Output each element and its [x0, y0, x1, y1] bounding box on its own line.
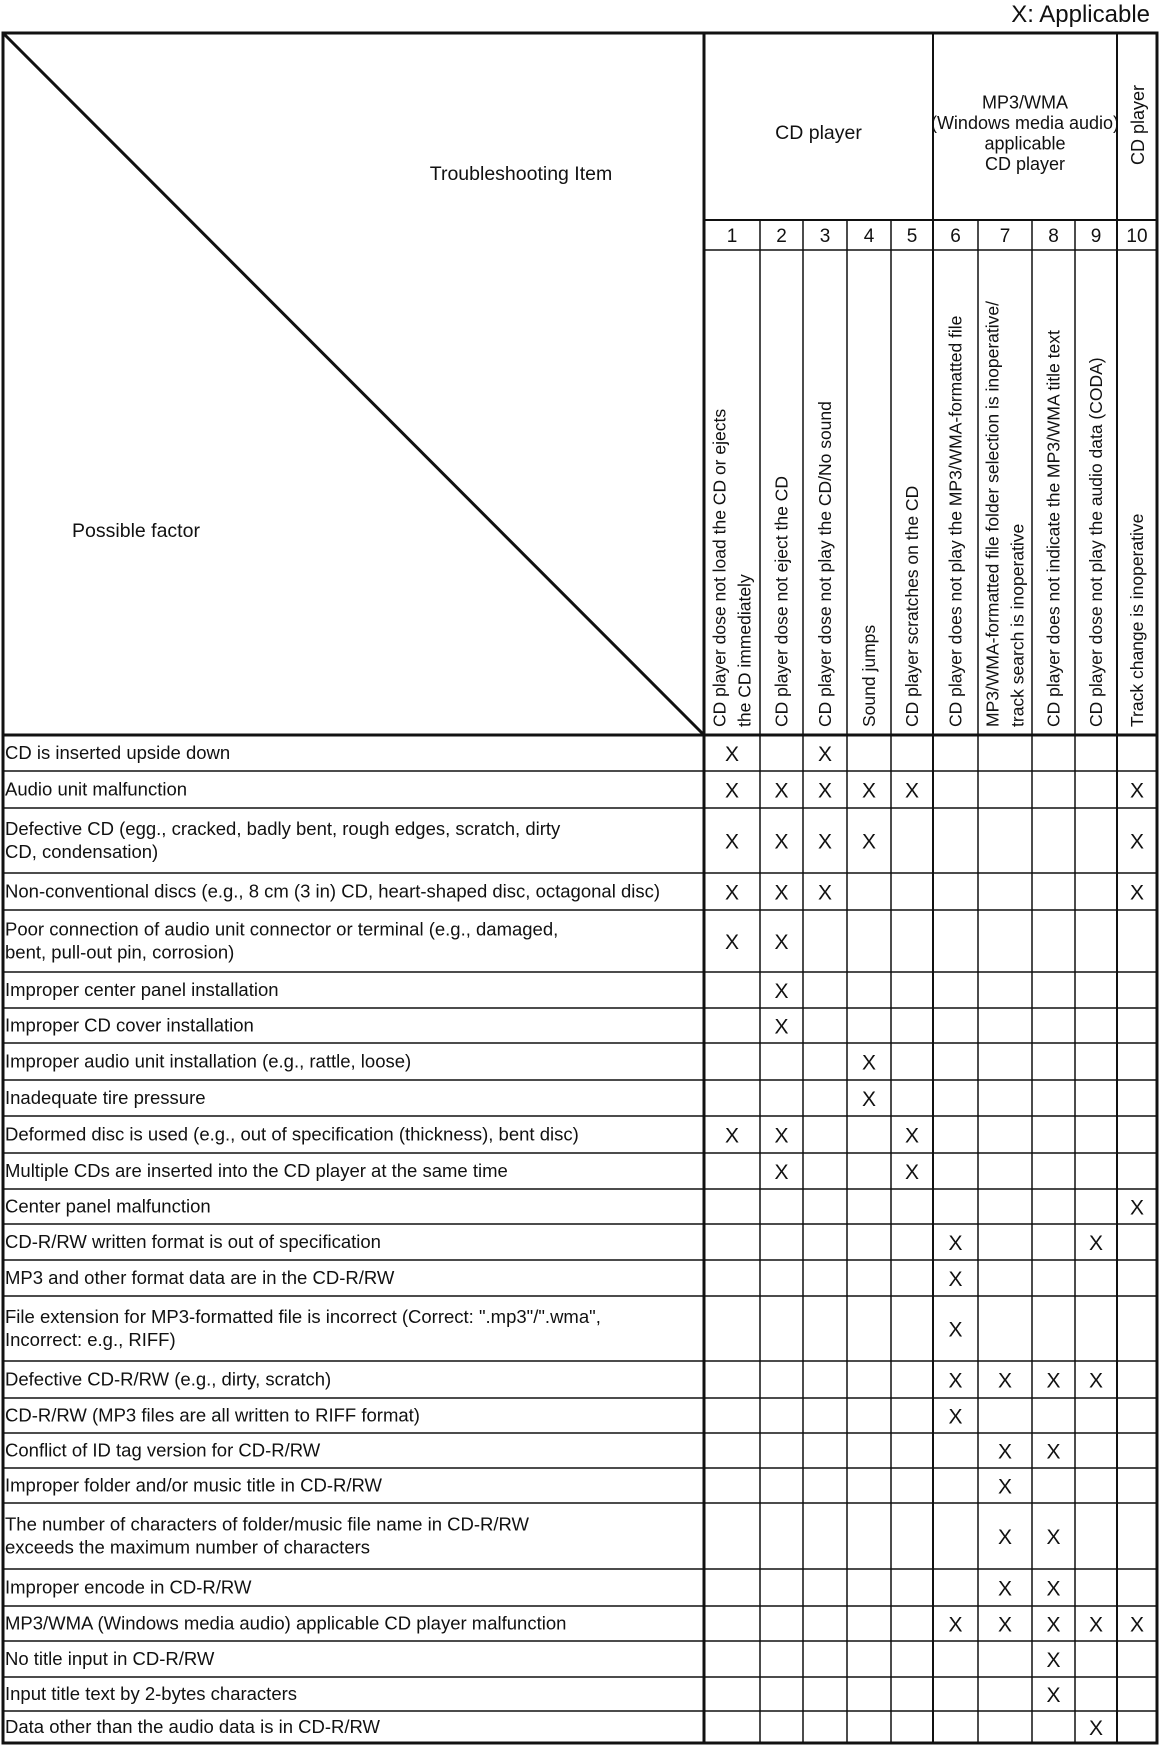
factor-label: Improper CD cover installation: [5, 1014, 254, 1036]
column-description: CD player dose not load the CD or ejects: [709, 408, 730, 727]
header-diagonal: [3, 33, 704, 735]
applicable-mark: X: [948, 1613, 963, 1637]
factor-label: CD-R/RW written format is out of specification: [5, 1231, 381, 1252]
applicable-mark: X: [1129, 1196, 1145, 1220]
applicable-mark: X: [948, 1405, 963, 1429]
factor-label: MP3 and other format data are in the CD-R/RW: [5, 1267, 395, 1288]
factor-label: Incorrect: e.g., RIFF): [5, 1329, 176, 1350]
applicable-mark: X: [997, 1613, 1013, 1637]
applicable-mark: X: [1129, 881, 1145, 905]
factor-label: Data other than the audio data is in CD-R/RW: [5, 1716, 380, 1737]
group-label: applicable: [984, 133, 1066, 154]
factor-label: Multiple CDs are inserted into the CD player at the same time: [5, 1160, 508, 1181]
applicable-mark: X: [774, 1015, 789, 1039]
applicable-mark: X: [1046, 1577, 1061, 1601]
factor-label: Audio unit malfunction: [5, 778, 188, 800]
factor-label: exceeds the maximum number of characters: [5, 1536, 371, 1558]
applicable-mark: X: [774, 1124, 789, 1148]
factor-label: Defective CD (egg., cracked, badly bent, rough edges, scratch, dirty: [5, 818, 561, 839]
applicable-mark: X: [774, 830, 789, 854]
group-label: CD player: [984, 153, 1066, 174]
factor-label: File extension for MP3-formatted file is incorrect (Correct: ".mp3"/".wma",: [5, 1306, 601, 1327]
applicable-mark: X: [817, 743, 833, 766]
factor-label: bent, pull-out pin, corrosion): [5, 941, 235, 963]
column-number: 5: [906, 226, 918, 247]
applicable-mark: X: [817, 779, 833, 803]
applicable-mark: X: [1088, 1232, 1104, 1255]
column-number: 10: [1126, 226, 1148, 247]
column-number: 9: [1090, 226, 1102, 247]
factor-label: Input title text by 2-bytes characters: [5, 1683, 298, 1704]
factor-label: Center panel malfunction: [5, 1195, 211, 1217]
column-description: Track change is inoperative: [1127, 513, 1147, 727]
applicable-mark: X: [1046, 1649, 1061, 1672]
applicable-mark: X: [861, 1088, 877, 1111]
applicable-mark: X: [904, 779, 920, 803]
applicable-mark: X: [817, 881, 833, 905]
column-description: CD player scratches on the CD: [902, 485, 922, 727]
factor-label: Conflict of ID tag version for CD-R/RW: [5, 1439, 321, 1461]
factor-label: Improper audio unit installation (e.g., rattle, loose): [5, 1050, 412, 1072]
column-number: 8: [1048, 226, 1059, 247]
applicable-mark: X: [1088, 1613, 1104, 1637]
applicable-mark: X: [997, 1369, 1013, 1393]
factor-label: CD-R/RW (MP3 files are all written to RIFF format): [5, 1404, 420, 1426]
applicable-mark: X: [1046, 1684, 1061, 1707]
group-label: CD player: [775, 122, 862, 144]
applicable-mark: X: [861, 779, 877, 803]
factor-label: Defective CD-R/RW (e.g., dirty, scratch): [5, 1368, 332, 1390]
applicable-mark: X: [997, 1440, 1013, 1464]
applicable-mark: X: [724, 743, 740, 766]
column-description: the CD immediately: [734, 574, 755, 727]
applicable-mark: X: [1129, 1613, 1145, 1637]
applicable-mark: X: [774, 980, 789, 1003]
column-description: CD player does not play the MP3/WMA-formatted file: [945, 315, 966, 727]
applicable-mark: X: [1129, 830, 1145, 854]
column-number: 3: [819, 226, 831, 247]
applicable-mark: X: [817, 830, 833, 854]
applicable-mark: X: [724, 881, 740, 905]
applicable-mark: X: [774, 881, 789, 905]
column-description: track search is inoperative: [1007, 523, 1028, 727]
factor-label: Improper center panel installation: [5, 979, 279, 1000]
factor-label: Inadequate tire pressure: [5, 1087, 206, 1108]
applicable-mark: X: [948, 1369, 963, 1393]
factor-label: The number of characters of folder/music file name in CD-R/RW: [5, 1513, 530, 1535]
applicable-mark: X: [724, 1124, 740, 1148]
troubleshooting-item-label: Troubleshooting Item: [429, 163, 613, 185]
column-number: 4: [863, 226, 875, 247]
applicable-mark: X: [1046, 1369, 1061, 1393]
factor-label: No title input in CD-R/RW: [5, 1648, 215, 1669]
applicable-mark: X: [948, 1232, 963, 1255]
applicable-mark: X: [948, 1318, 963, 1342]
column-number: 6: [950, 226, 961, 247]
applicable-mark: X: [724, 830, 740, 854]
applicable-mark: X: [861, 1051, 877, 1075]
applicable-mark: X: [1046, 1440, 1061, 1464]
applicable-mark: X: [1088, 1369, 1104, 1393]
factor-label: Improper encode in CD-R/RW: [5, 1576, 252, 1598]
applicable-mark: X: [774, 1161, 789, 1184]
factor-label: Non-conventional discs (e.g., 8 cm (3 in) CD, heart-shaped disc, octagonal disc): [5, 880, 660, 902]
applicable-mark: X: [861, 830, 877, 854]
applicable-mark: X: [1046, 1613, 1061, 1637]
group-label: CD player: [1128, 84, 1148, 166]
applicable-mark: X: [904, 1161, 920, 1184]
possible-factor-label: Possible factor: [72, 520, 200, 542]
applicable-mark: X: [774, 931, 789, 954]
column-description: MP3/WMA-formatted file folder selection is inoperative/: [982, 301, 1003, 727]
applicable-mark: X: [997, 1577, 1013, 1601]
applicable-mark: X: [997, 1526, 1013, 1549]
column-description: Sound jumps: [859, 624, 879, 727]
legend-applicable: X: Applicable: [1011, 1, 1150, 28]
applicable-mark: X: [904, 1124, 920, 1148]
group-label: MP3/WMA: [981, 92, 1069, 113]
applicable-mark: X: [1129, 779, 1145, 803]
factor-label: CD, condensation): [5, 841, 159, 862]
applicable-mark: X: [1046, 1526, 1061, 1549]
applicable-mark: X: [1088, 1717, 1104, 1740]
column-number: 1: [726, 226, 738, 247]
group-label: (Windows media audio): [930, 112, 1120, 133]
applicable-mark: X: [724, 931, 740, 954]
applicable-mark: X: [724, 779, 740, 803]
factor-label: Deformed disc is used (e.g., out of specification (thickness), bent disc): [5, 1123, 579, 1145]
column-description: CD player does not indicate the MP3/WMA title text: [1043, 330, 1064, 727]
factor-label: CD is inserted upside down: [5, 742, 231, 763]
applicable-mark: X: [774, 779, 789, 803]
column-description: CD player dose not eject the CD: [771, 476, 792, 727]
applicable-mark: X: [997, 1475, 1013, 1499]
factor-label: Poor connection of audio unit connector or terminal (e.g., damaged,: [5, 918, 559, 940]
factor-label: Improper folder and/or music title in CD-R/RW: [5, 1474, 382, 1496]
column-number: 2: [776, 226, 787, 247]
factor-label: MP3/WMA (Windows media audio) applicable CD player malfunction: [5, 1612, 567, 1634]
applicable-mark: X: [948, 1268, 963, 1291]
column-description: CD player dose not play the audio data (CODA): [1086, 357, 1106, 727]
column-number: 7: [999, 226, 1011, 247]
column-description: CD player dose not play the CD/No sound: [815, 401, 835, 727]
